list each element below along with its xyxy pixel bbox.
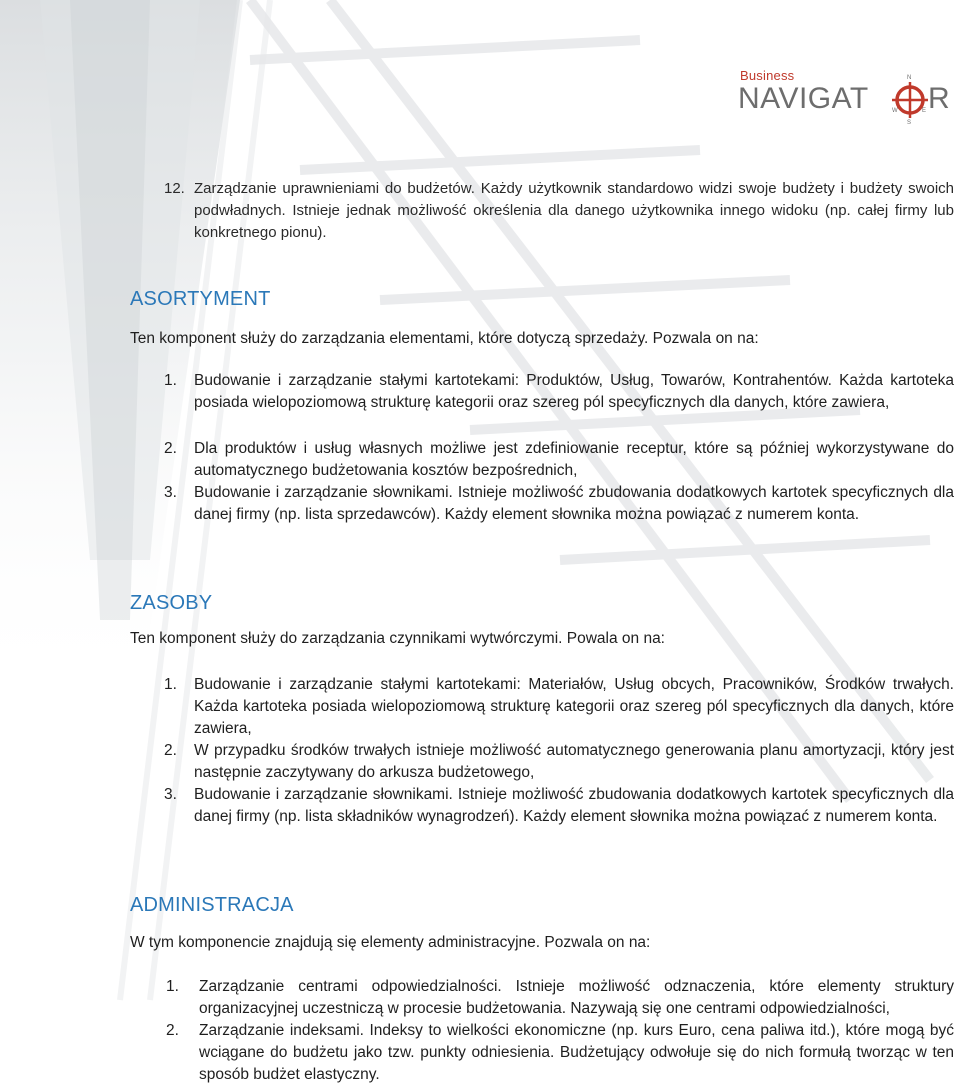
list-item-text: Budowanie i zarządzanie słownikami. Istnieje możliwość zbudowania dodatkowych kartotek specyficznych dla danej firmy (np. lista składników wynagrodzeń). Każdy element słownika można powiązać z numerem konta. — [194, 786, 954, 825]
compass-e: E — [922, 108, 927, 114]
compass-s: S — [907, 120, 912, 124]
logo-navigator-text: NAVIGAT — [738, 82, 869, 115]
logo-business-text: Business — [740, 68, 795, 83]
list-item-text: Budowanie i zarządzanie stałymi kartotekami: Materiałów, Usług obcych, Pracowników, Środków trwałych. Każda kartoteka posiada wielopoziomową strukturę kategorii oraz szereg pól specyficznych dla danych, które zawiera, — [194, 676, 954, 737]
list-item-text: Dla produktów i usług własnych możliwe jest zdefiniowanie receptur, które są później wykorzystywane do automatycznego budżetowania kosztów bezpośrednich, — [194, 440, 954, 479]
section-intro: Ten komponent służy do zarządzania czynnikami wytwórczymi. Powala on na: — [130, 630, 665, 647]
section-intro: W tym komponencie znajdują się elementy administracyjne. Pozwala on na: — [130, 934, 651, 951]
list-number: 3. — [164, 484, 177, 501]
compass-icon — [890, 72, 930, 124]
list-number: 1. — [166, 978, 179, 995]
section-intro: Ten komponent służy do zarządzania elementami, które dotyczą sprzedaży. Pozwala on na: — [130, 330, 759, 347]
list-number: 2. — [164, 440, 177, 457]
list-number: 2. — [166, 1022, 179, 1039]
list-number: 12. — [164, 180, 185, 197]
compass-w: W — [892, 108, 898, 114]
list-item-text: Budowanie i zarządzanie słownikami. Istnieje możliwość zbudowania dodatkowych kartotek specyficznych dla danej firmy (np. lista sprzedawców). Każdy element słownika można powiązać z numerem konta. — [194, 484, 954, 523]
list-item-text: Budowanie i zarządzanie stałymi kartotekami: Produktów, Usług, Towarów, Kontrahentów. Każda kartoteka posiada wielopoziomową strukturę kategorii oraz szereg pól specyficznych dla danych, które zawiera, — [194, 372, 954, 411]
list-number: 1. — [164, 372, 177, 389]
list-item-text: W przypadku środków trwałych istnieje możliwość automatycznego generowania planu amortyzacji, który jest następnie zaczytywany do arkusza budżetowego, — [194, 742, 954, 781]
list-number: 3. — [164, 786, 177, 803]
list-number: 1. — [164, 676, 177, 693]
logo-navigator-r: R — [928, 82, 950, 115]
compass-n: N — [907, 75, 912, 81]
section-heading-zasoby: ZASOBY — [130, 592, 213, 614]
business-navigator-logo — [736, 66, 960, 130]
list-item-text: Zarządzanie indeksami. Indeksy to wielkości ekonomiczne (np. kurs Euro, cena paliwa itd.), które mogą być wciągane do budżetu jako tzw. punkty odniesienia. Budżetujący odwołuje się do nich formułą tworząc w ten sposób budżet elastyczny. — [199, 1022, 954, 1083]
list-item-text: Zarządzanie uprawnieniami do budżetów. Każdy użytkownik standardowo widzi swoje budżety i budżety swoich podwładnych. Istnieje jednak możliwość określenia dla danego użytkownika innego widoku (np. całej firmy lub konkretnego pionu). — [194, 180, 954, 241]
section-heading-asortyment: ASORTYMENT — [130, 288, 271, 310]
list-number: 2. — [164, 742, 177, 759]
list-item-text: Zarządzanie centrami odpowiedzialności. Istnieje możliwość odznaczenia, które elementy struktury organizacyjnej uczestniczą w procesie budżetowania. Nazywają się one centrami odpowiedzialności, — [199, 978, 954, 1017]
section-heading-administracja: ADMINISTRACJA — [130, 894, 294, 916]
